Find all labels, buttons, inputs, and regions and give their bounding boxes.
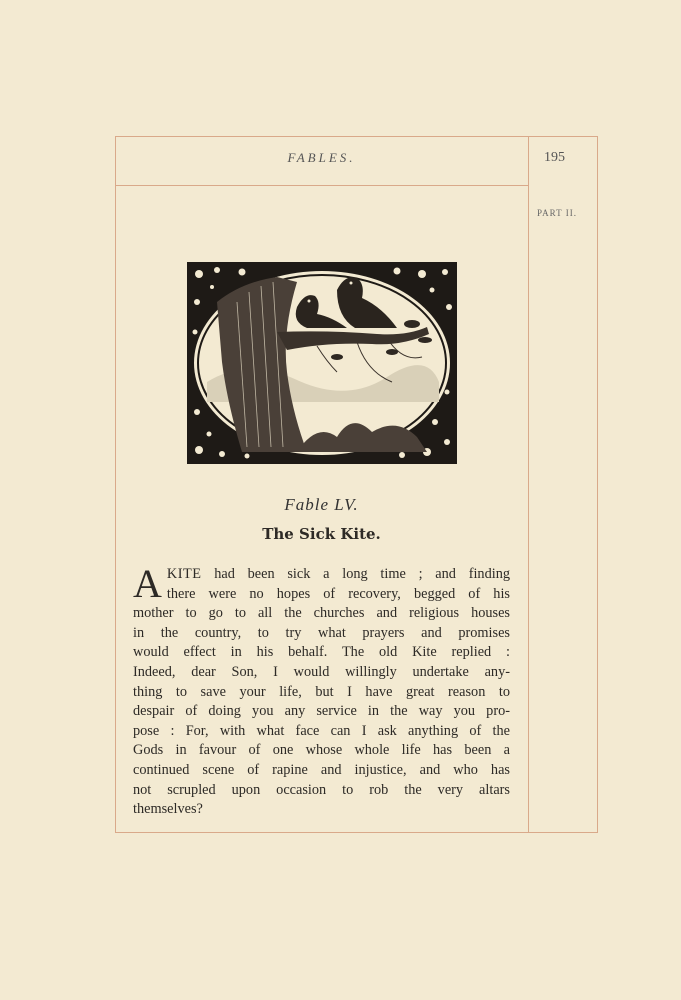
fable-title: The Sick Kite.	[262, 525, 381, 543]
margin-note: PART II.	[537, 208, 577, 218]
fable-line: continued scene of rapine and injustice, and who has	[133, 761, 510, 778]
margin-rule	[528, 136, 529, 833]
fable-line: there were no hopes of recovery, begged of his	[166, 585, 510, 602]
fable-line: despair of doing you any service in the way you pro-	[133, 703, 510, 720]
page-number: 195	[544, 150, 565, 165]
fable-line: would effect in his behalf. The old Kite replied :	[133, 644, 510, 661]
kites-on-branch-engraving-icon	[187, 262, 457, 464]
fable-line: not scrupled upon occasion to rob the very altars	[133, 781, 510, 798]
fable-line: Indeed, dear Son, I would willingly undertake any-	[133, 663, 510, 680]
drop-cap: A	[133, 561, 162, 606]
fable-line: in the country, to try what prayers and promises	[133, 624, 510, 641]
first-word: KITE	[166, 566, 202, 582]
running-head: FABLES.	[287, 150, 356, 165]
header-rule	[115, 185, 528, 186]
fable-line: themselves?	[133, 801, 203, 818]
fable-number: Fable LV.	[284, 495, 359, 514]
fable-body	[133, 561, 510, 820]
fable-line: mother to go to all the churches and religious houses	[133, 605, 510, 622]
fable-line: KITE had been sick a long time ; and finding	[166, 566, 510, 582]
fable-line: pose : For, with what face can I ask anything of the	[133, 722, 510, 739]
fable-line: Gods in favour of one whose whole life has been a	[133, 742, 510, 759]
fable-line: thing to save your life, but I have great reason to	[133, 683, 510, 700]
